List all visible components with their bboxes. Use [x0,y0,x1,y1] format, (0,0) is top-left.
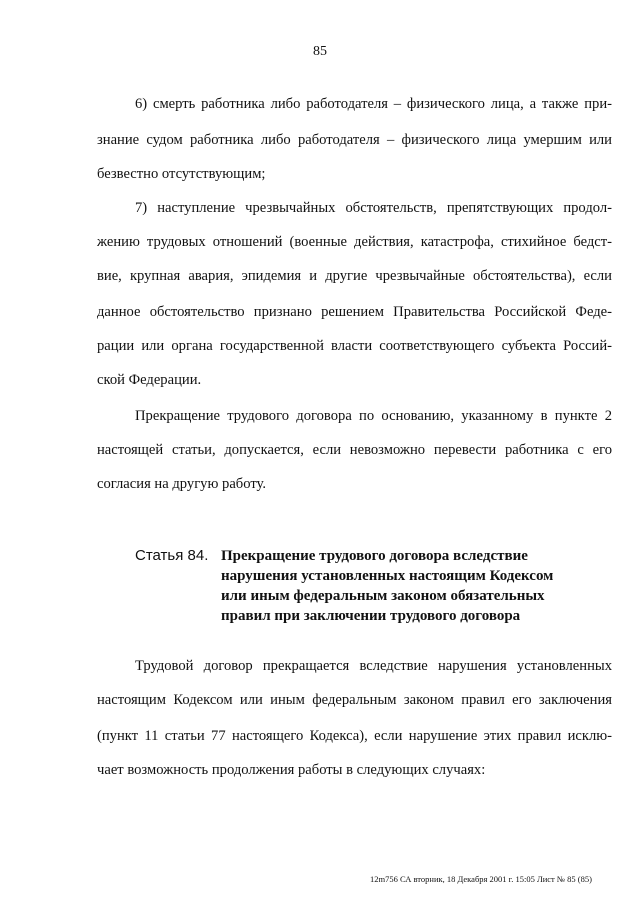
paragraph-3-line-2: настоящей статьи, допускается, если невозможно перевести работника с его [97,442,612,458]
paragraph-3-line-1: Прекращение трудового договора по основанию, указанному в пункте 2 [135,408,612,424]
article-title-line-1: Прекращение трудового договора вследствие [221,548,528,564]
paragraph-2-line-6: ской Федерации. [97,372,202,388]
article-paragraph-line-1: Трудовой договор прекращается вследствие нарушения установленных [135,658,612,674]
paragraph-1-line-1: 6) смерть работника либо работодателя – физического лица, а также при- [135,96,612,112]
paragraph-1-line-2: знание судом работника либо работодателя – физического лица умершим или [97,132,612,148]
paragraph-2-line-5: рации или органа государственной власти соответствующего субъекта Россий- [97,338,612,354]
page-footer: 12m756 СА вторник, 18 Декабря 2001 г. 15:05 Лист № 85 (85) [370,874,592,884]
article-title-line-4: правил при заключении трудового договора [221,608,521,624]
page-number: 85 [313,44,327,59]
paragraph-2-line-1: 7) наступление чрезвычайных обстоятельств, препятствующих продол- [135,200,612,216]
article-label: Статья 84. [135,547,209,564]
paragraph-1-line-3: безвестно отсутствующим; [97,166,266,182]
article-title-line-3: или иным федеральным законом обязательных [221,588,545,604]
paragraph-3-line-3: согласия на другую работу. [97,476,266,492]
paragraph-2-line-4: данное обстоятельство признано решением Правительства Российской Феде- [97,304,612,320]
paragraph-2-line-2: жению трудовых отношений (военные действия, катастрофа, стихийное бедст- [97,234,612,250]
paragraph-2-line-3: вие, крупная авария, эпидемия и другие чрезвычайные обстоятельства), если [97,268,612,284]
article-title-line-2: нарушения установленных настоящим Кодексом [221,568,554,584]
article-paragraph-line-3: (пункт 11 статьи 77 настоящего Кодекса), если нарушение этих правил исклю- [97,728,612,744]
article-paragraph-line-4: чает возможность продолжения работы в следующих случаях: [97,762,486,778]
article-paragraph-line-2: настоящим Кодексом или иным федеральным законом правил его заключения [97,692,612,708]
